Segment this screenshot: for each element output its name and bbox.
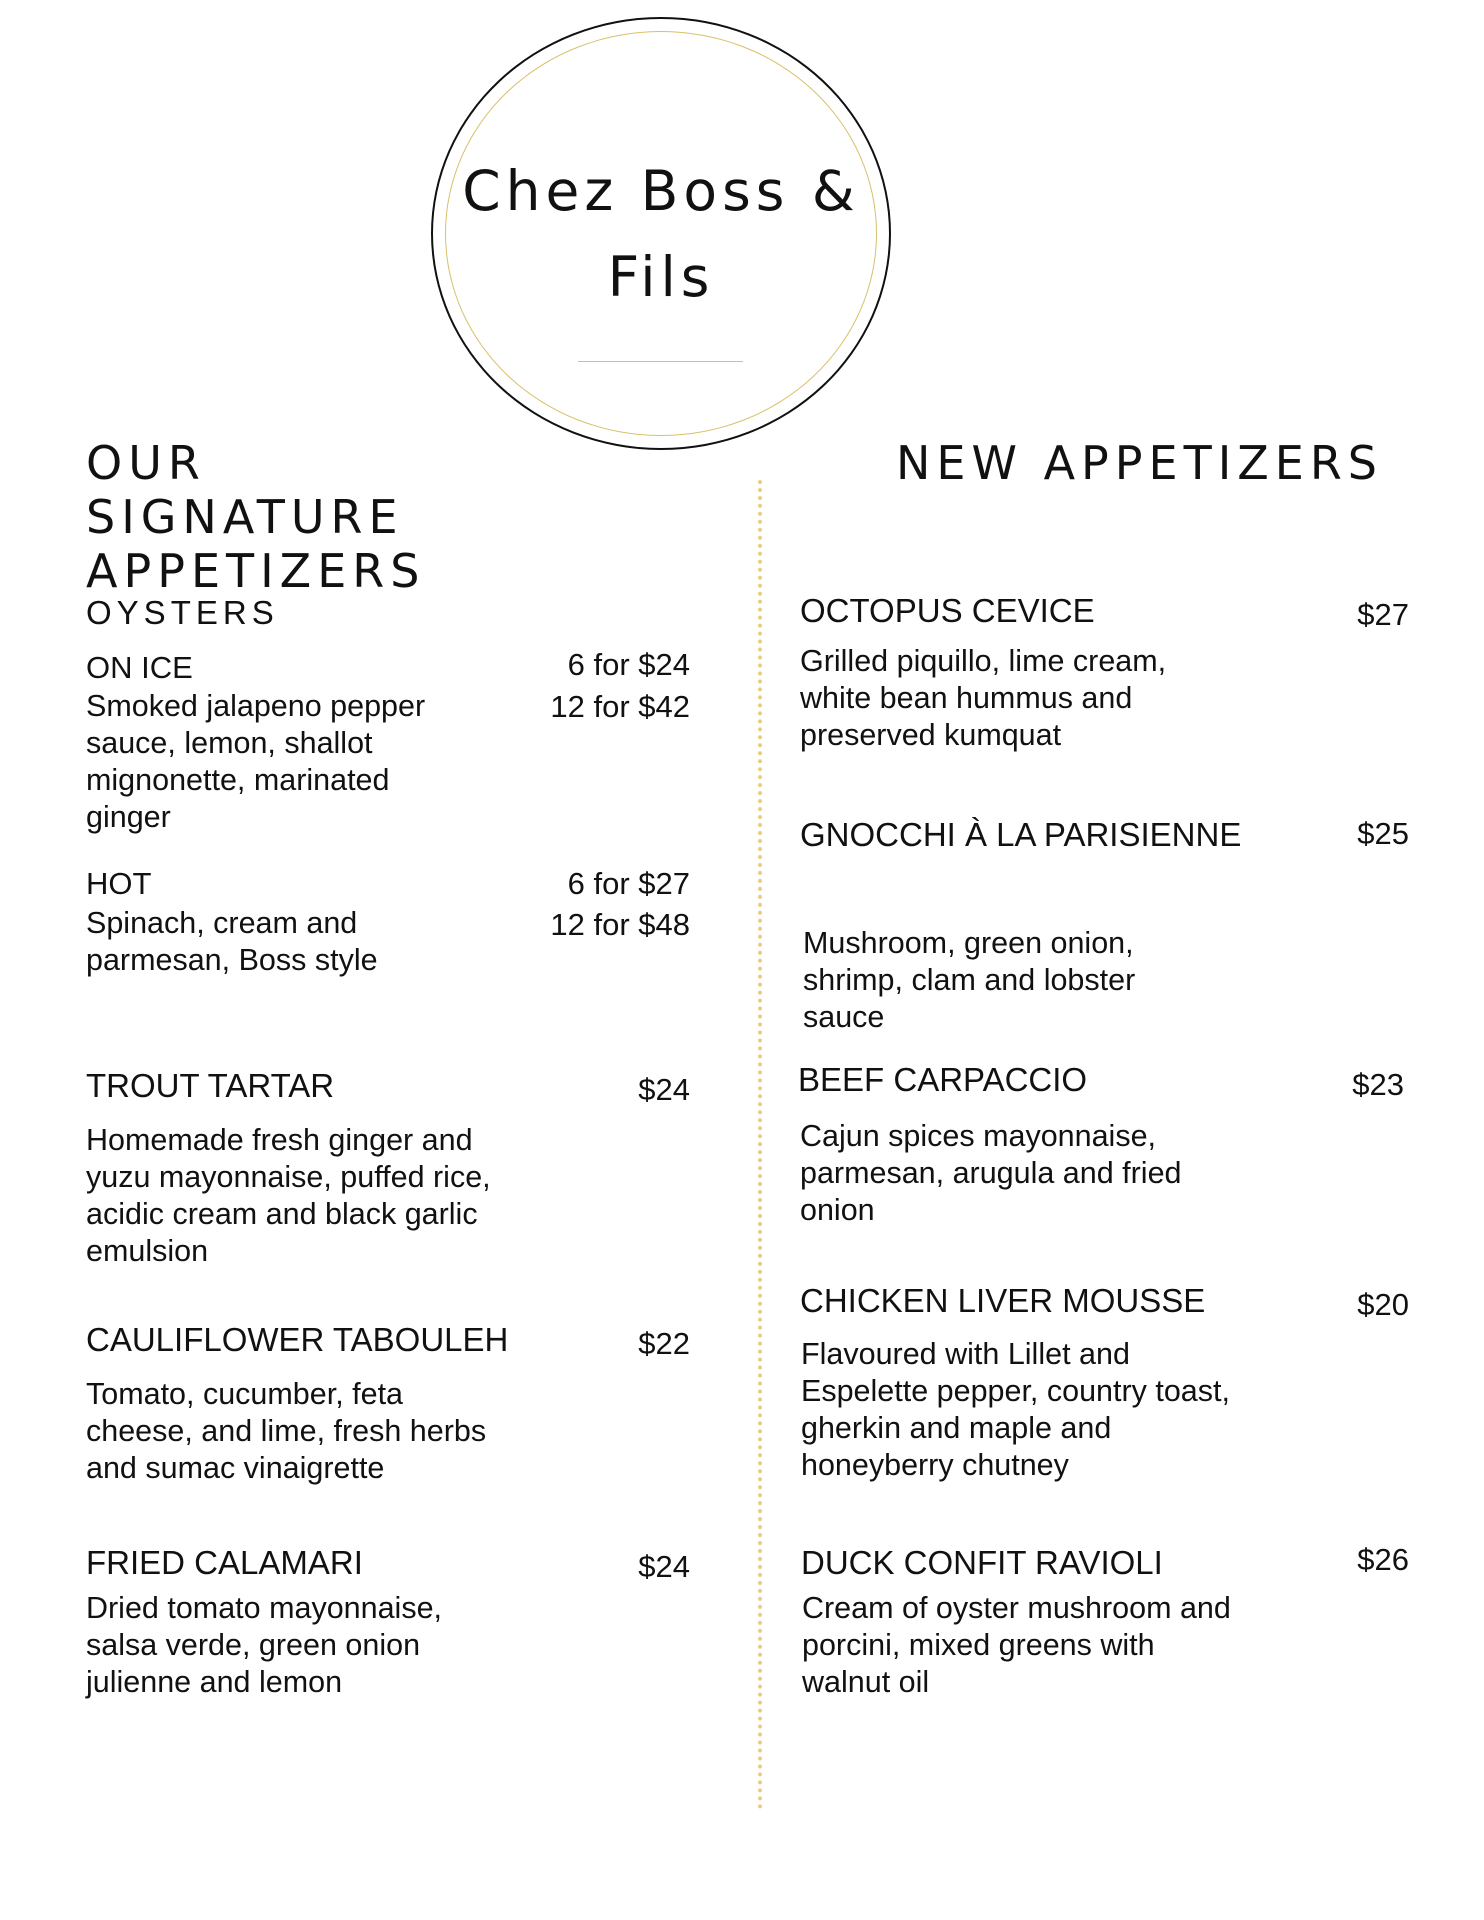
menu-item-title: FRIED CALAMARI [86, 1544, 363, 1581]
menu-item-description: Mushroom, green onion, shrimp, clam and lobster sauce [803, 926, 1136, 1034]
oysters-hot-price-6: 6 for $27 [567, 866, 690, 901]
oysters-on-ice-price-6: 6 for $24 [567, 647, 690, 682]
signature-heading: OUR SIGNATURE APPETIZERS [86, 436, 426, 598]
oysters-on-ice-description: Smoked jalapeno pepper sauce, lemon, shallot mignonette, marinated ginger [86, 689, 426, 834]
menu-item-description: Cajun spices mayonnaise, parmesan, arugula and fried onion [800, 1119, 1182, 1227]
menu-item-price: $24 [638, 1549, 690, 1584]
restaurant-name-line2: Fils [607, 245, 715, 309]
oysters-hot-label: HOT [86, 866, 152, 901]
menu-item-description: Grilled piquillo, lime cream, white bean hummus and preserved kumquat [800, 644, 1167, 752]
menu-item-title: CHICKEN LIVER MOUSSE [800, 1282, 1206, 1319]
menu-item-description: Cream of oyster mushroom and porcini, mixed greens with walnut oil [802, 1591, 1231, 1699]
restaurant-name-line1: Chez Boss & [462, 159, 860, 223]
menu-item-price: $22 [638, 1326, 690, 1361]
menu-item-description: Homemade fresh ginger and yuzu mayonnaise, puffed rice, acidic cream and black garlic emulsion [86, 1123, 491, 1268]
oysters-title: OYSTERS [86, 594, 279, 631]
menu-item-price: $27 [1357, 597, 1409, 632]
oysters-on-ice-label: ON ICE [86, 650, 193, 685]
oysters-on-ice-price-12: 12 for $42 [550, 689, 690, 724]
menu-item-title: BEEF CARPACCIO [798, 1061, 1088, 1098]
menu-item-price: $26 [1357, 1542, 1409, 1577]
menu-item-title: OCTOPUS CEVICE [800, 592, 1095, 629]
menu-item-title: CAULIFLOWER TABOULEH [86, 1321, 509, 1358]
menu-item-price: $25 [1357, 816, 1409, 851]
logo-underline [578, 361, 743, 362]
column-divider [758, 480, 762, 1810]
menu-item-description: Flavoured with Lillet and Espelette pepper, country toast, gherkin and maple and honeyberry chutney [801, 1337, 1230, 1482]
menu-item-price: $23 [1352, 1067, 1404, 1102]
oysters-hot-price-12: 12 for $48 [550, 907, 690, 942]
menu-item-price: $20 [1357, 1287, 1409, 1322]
new-heading: NEW APPETIZERS [896, 436, 1383, 490]
oysters-hot-description: Spinach, cream and parmesan, Boss style [86, 906, 378, 977]
menu-item-description: Dried tomato mayonnaise, salsa verde, green onion julienne and lemon [86, 1591, 443, 1699]
menu-item-title: GNOCCHI À LA PARISIENNE [800, 816, 1242, 853]
restaurant-name [431, 148, 891, 320]
menu-item-title: TROUT TARTAR [86, 1067, 335, 1104]
menu-item-description: Tomato, cucumber, feta cheese, and lime, fresh herbs and sumac vinaigrette [86, 1377, 487, 1485]
menu-item-title: DUCK CONFIT RAVIOLI [801, 1544, 1163, 1581]
menu-item-price: $24 [638, 1072, 690, 1107]
